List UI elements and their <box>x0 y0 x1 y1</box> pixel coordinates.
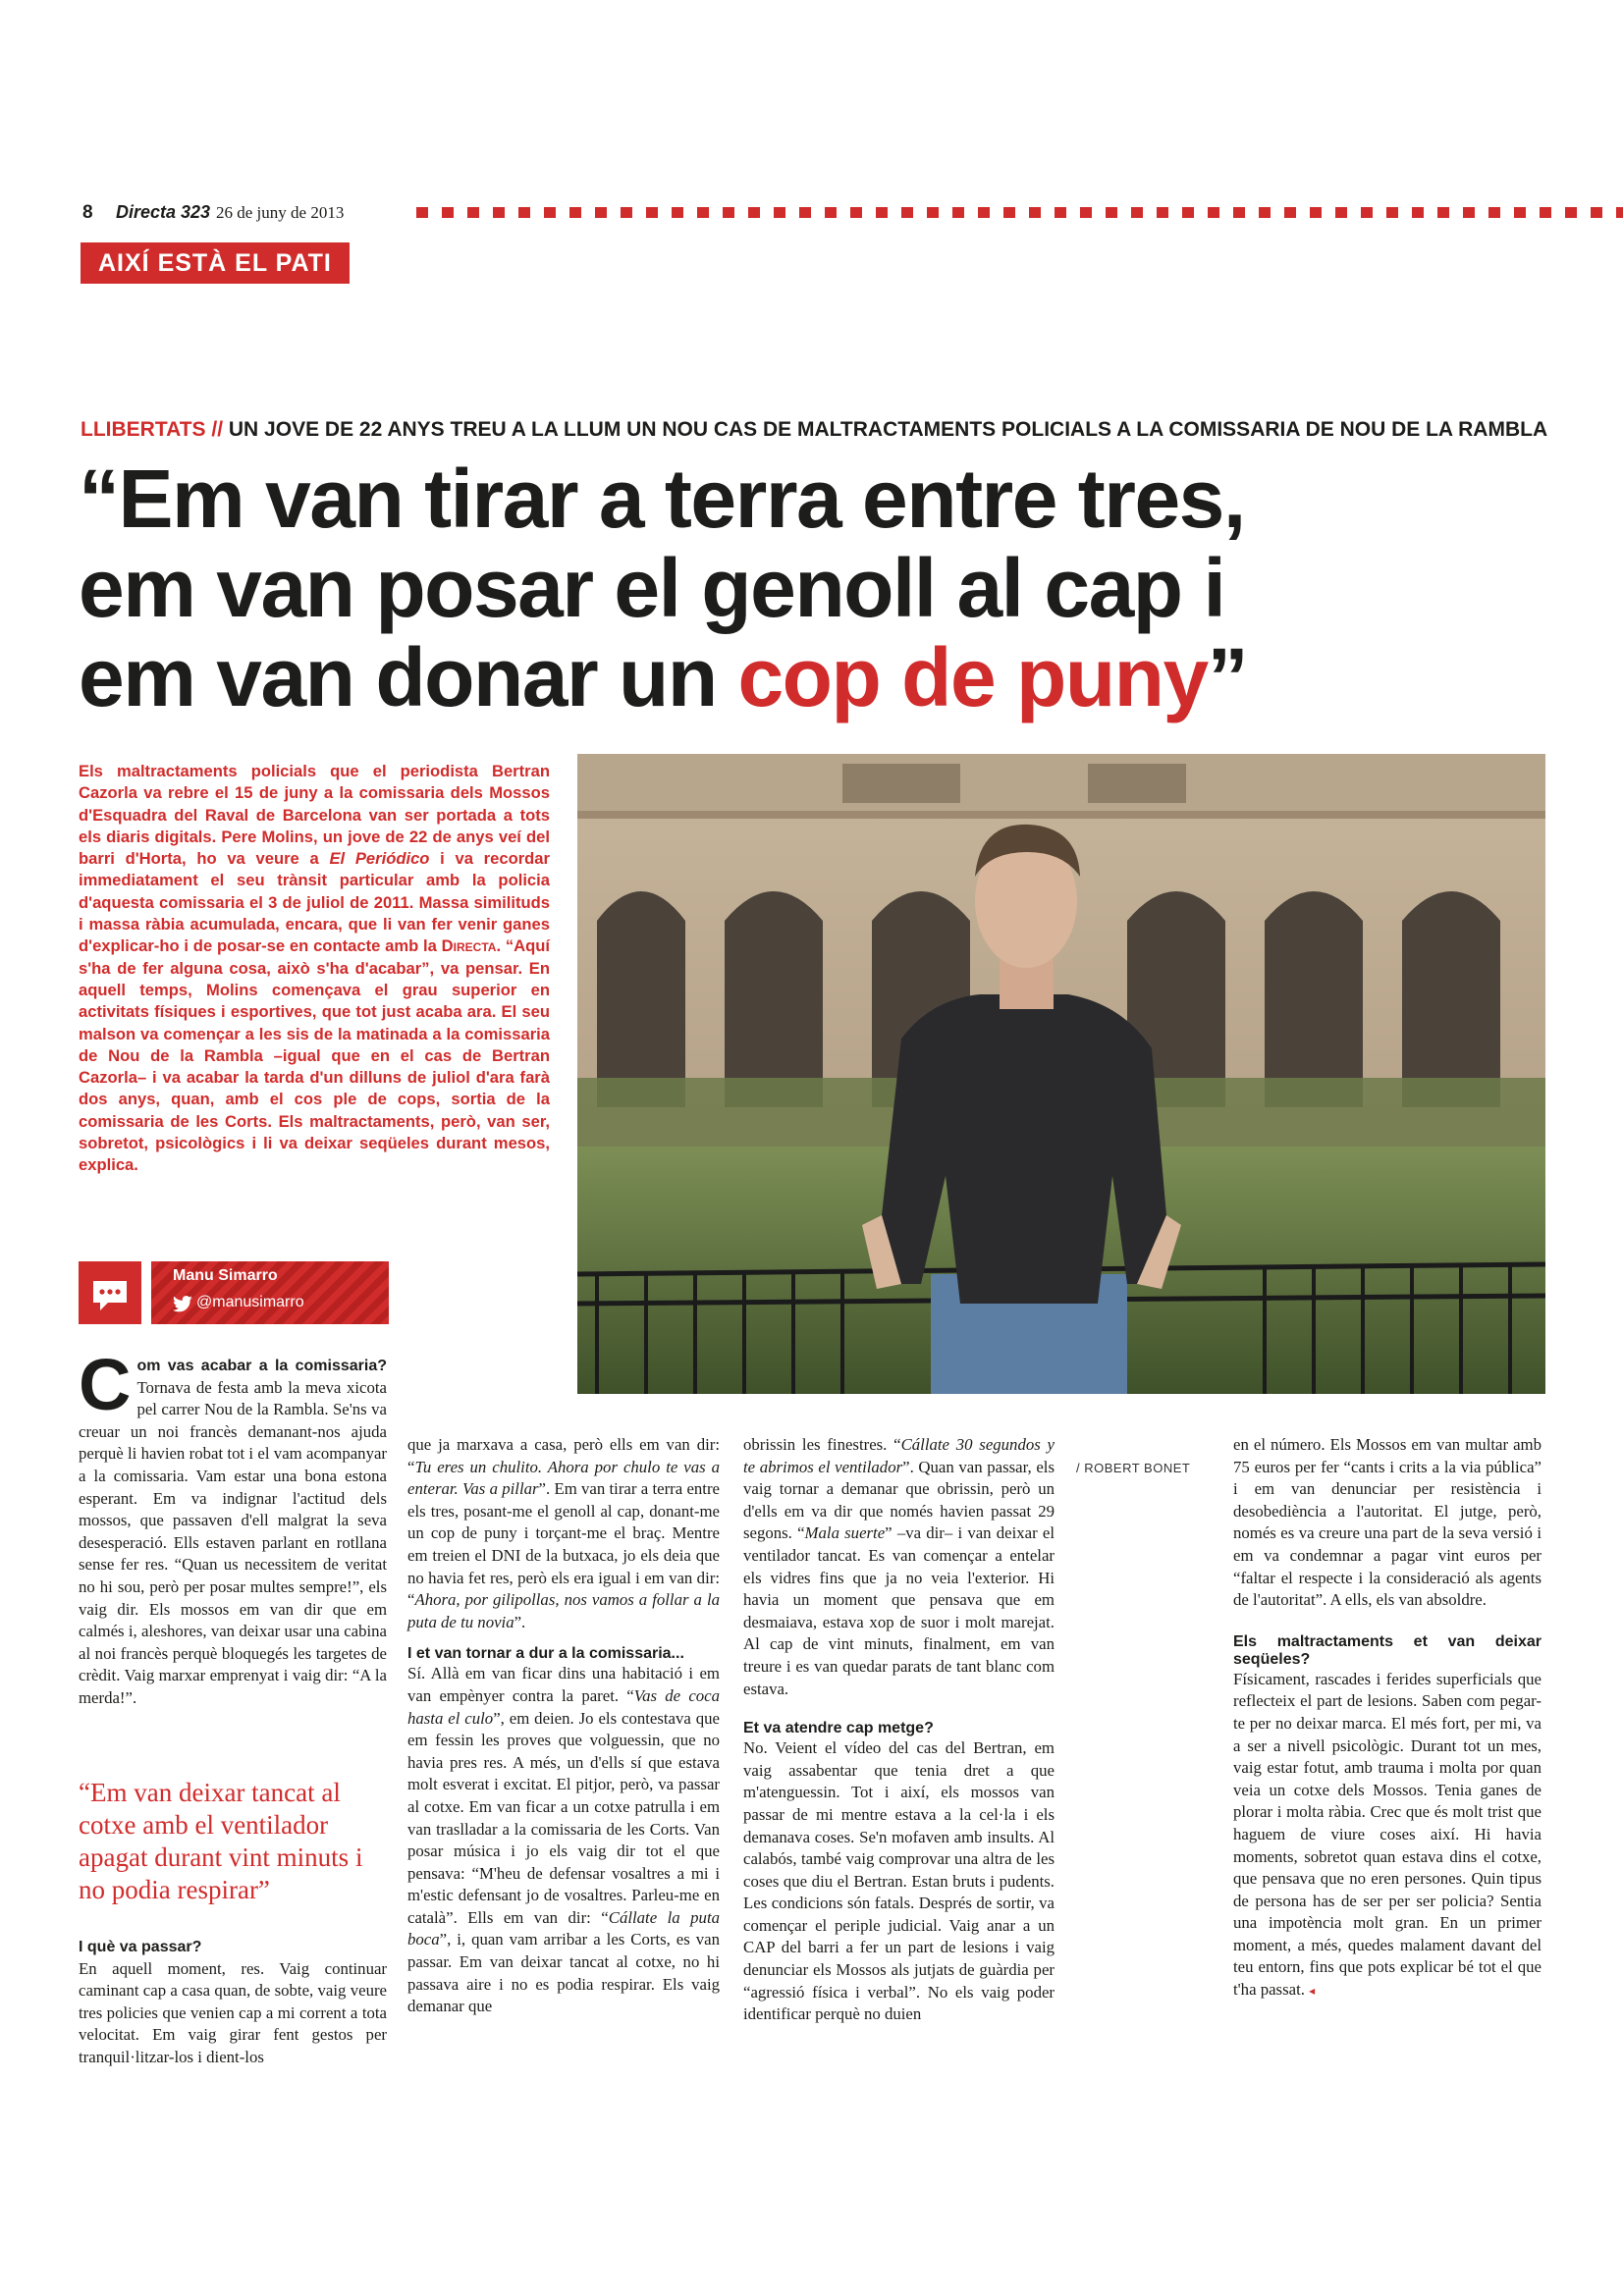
body-paragraph <box>79 1344 387 1710</box>
headline-closing-quote: ” <box>1207 631 1248 723</box>
quote-spanish: Cállate 30 segundos y te abrimos el ventilador <box>743 1435 1055 1476</box>
body-column-1 <box>79 1344 387 1710</box>
question: Els maltractaments et van deixar seqüeles? <box>1233 1632 1542 1668</box>
lead-paragraph <box>79 761 550 1177</box>
text-run: ”, i, quan vam arribar a les Corts, es van passar. Em van deixar tancat al cotxe, no hi passava aire i no es podia respirar. Els vaig demanar que <box>407 1930 720 2016</box>
text-run: Físicament, rascades i ferides superficials que reflecteix el part de lesions. Saben com pegar-te per no deixar marca. El més fort, per mi, va a ser a nivell psicològic. Durant tot un mes, vaig estar fotut, amb trauma i molta por quan veia un cotxe dels Mossos. Tenia ganes de plorar i molta ràbia. Crec que és molt trist que haguem de viure coses així. Hi havia moments, sobretot quan estava dins el cotxe, que pensava que no eren persones. Quin tipus de persona has de ser per ser policia? Sentia una impotència molt gran. En un primer moment, a més, quedes malament davant del teu entorn, fins que pots explicar bé tot el que t'ha passat. <box>1233 1669 1542 2000</box>
photo-illustration <box>577 754 1545 1394</box>
body-paragraph <box>743 1434 1055 1700</box>
page-number: 8 <box>82 202 93 223</box>
photo-credit: / ROBERT BONET <box>1076 1461 1191 1475</box>
body-column-1-bottom <box>79 1936 387 2069</box>
question: Et va atendre cap metge? <box>743 1720 934 1737</box>
headline <box>79 454 1610 722</box>
header-dotted-rule <box>416 207 1623 218</box>
twitter-icon <box>173 1296 192 1316</box>
kicker-category: LLIBERTATS // <box>81 418 224 441</box>
lead-part-3: . “Aquí s'ha de fer alguna cosa, això s'ha d'acabar”, va pensar. En aquell temps, Molins començava el grau superior en activitats físiques i esportives, que tot just acaba ara. El seu malson va començar a les sis de la matinada a la comissaria de Nou de la Rambla –igual que en el cas de Bertran Cazorla– i va acabar la tarda d'un dilluns de juliol d'ara farà dos anys, quan, amb el cos ple de cops, sortia de la comissaria de les Corts. Els maltractaments, però, van ser, sobretot, psicològics i li va deixar seqüeles durant mesos, explica. <box>79 936 551 1175</box>
pull-quote: “Em van deixar tancat al cotxe amb el ventilador apagat durant vint minuts i no podia respirar” <box>79 1778 363 1904</box>
quote-spanish: Cállate la puta boca <box>407 1907 721 1949</box>
section-label: AIXÍ ESTÀ EL PATI <box>81 242 350 284</box>
answer: En aquell moment, res. Vaig continuar caminant cap a casa quan, de sobte, vaig veure tres policies que venien cap a mi corrent a tota velocitat. Em vaig girar fent gestos per tranquil·litzar-los i dient-los <box>79 1958 387 2066</box>
text-run: ”. <box>514 1612 526 1631</box>
kicker-text: UN JOVE DE 22 ANYS TREU A LA LLUM UN NOU CAS DE MALTRACTAMENTS POLICIALS A LA COMISSARIA DE NOU DE LA RAMBLA <box>228 418 1548 441</box>
body-column-2 <box>407 1434 720 2018</box>
question: om vas acabar a la comissaria? <box>136 1358 387 1374</box>
quote-spanish: Vas de coca hasta el culo <box>407 1685 721 1728</box>
text-run: ”. Quan van passar, els vaig tornar a demanar que obrissin, però un d'ells em va dir que només havien passat 29 segons. “ <box>743 1457 1055 1543</box>
issue-date: 26 de juny de 2013 <box>216 203 345 222</box>
body-paragraph <box>407 1663 720 2018</box>
text-run: ”, em deien. Jo els contestava que em fessin les proves que volguessin, que no havia pres res. A més, un d'ells sí que estava molt esverat i excitat. El pitjor, però, va passar al cotxe. Em van ficar a un cotxe patrulla i em van traslladar a la comissaria de les Corts. Van posar música i jo els vaig dir tot el que pensava: “M'heu de defensar vosaltres a mi i m'estic defensant jo de vosaltres. Parleu-me en català”. Ells em van dir: “ <box>407 1708 720 1927</box>
lead-part-1: Els maltractaments policials que el periodista Bertran Cazorla va rebre el 15 de juny a la comissaria dels Mossos d'Esquadra del Raval de Barcelona van ser portada a tots els diaris digitals. Pere Molins, un jove de 22 de anys veí del barri d'Horta, ho va veure a <box>79 762 550 869</box>
drop-cap: C <box>79 1344 132 1425</box>
kicker <box>81 418 1547 442</box>
body-paragraph <box>407 1434 720 1633</box>
body-paragraph: en el número. Els Mossos em van multar amb 75 euros per fer “cants i crits a la via pública” i em van denunciar per resistència i desobediència a l'autoritat. El jutge, però, només es va creure una part de la seva versió i em va condemnar a pagar vint euros per “faltar el respecte i la consideració als agents de l'autoritat”. A ells, els van absoldre. <box>1233 1435 1542 1610</box>
author-handle: @manusimarro <box>196 1294 304 1310</box>
headline-line-3 <box>79 633 1610 722</box>
headline-highlight: cop de puny <box>737 631 1208 723</box>
comment-icon <box>79 1261 141 1324</box>
author-name: Manu Simarro <box>173 1267 278 1284</box>
body-column-3 <box>743 1434 1055 2026</box>
lead-directa-name: Directa <box>441 936 497 956</box>
text-run: que ja marxava a casa, però ells em van dir: “ <box>407 1435 720 1476</box>
portrait-photo <box>577 754 1545 1394</box>
headline-line-2: em van posar el genoll al cap i <box>79 542 1225 634</box>
lead-newspaper-name: El Periódico <box>329 849 430 869</box>
answer <box>1233 1669 1542 2002</box>
quote-spanish: Ahora, por gilipollas, nos vamos a follar a la puta de tu novia <box>407 1590 720 1631</box>
text-run: Sí. Allà em van ficar dins una habitació i em van empènyer contra la paret. “ <box>407 1664 720 1705</box>
headline-line-1: “Em van tirar a terra entre tres, <box>79 453 1245 545</box>
answer: No. Veient el vídeo del cas del Bertran, em vaig assabentar que tenia dret a que m'atenguessin. Tot i així, els mossos van passar de mi mentre estava a la cel·la i els demanava coses. Se'n mofaven amb insults. Al calabós, també vaig comprovar una altra de les coses que diu el Bertran. Estan bruts i pudents. Les condicions són fatals. Després de sortir, va començar el periple judicial. Vaig anar a un CAP del barri a fer un part de lesions i vaig denunciar els Mossos als jutjats de guàrdia per “agressió física i verbal”. No els vaig poder identificar perquè no duien <box>743 1738 1055 2024</box>
question: I què va passar? <box>79 1939 202 1955</box>
body-column-4 <box>1233 1434 1542 2002</box>
answer: Tornava de festa amb la meva xicota pel carrer Nou de la Rambla. Se'ns va creuar un noi francès demanant-nos ajuda perquè li havien robat tot i el vam acompanyar a la comissaria. Vam estar una bona estona esperant. Em va indignar l'actitud dels mossos, que passaven d'ell malgrat la seva desesperació. Ells estaven parlant en rotllana sense fer res. “Quan us necessitem de veritat no hi sou, però per posar multes sempre!”, els vaig dir. Els mossos em van dir que em calmés i, aleshores, van deixar usar una cabina al noi francès perquè bloquegés les targetes de crèdit. Vaig marxar emprenyat i vaig dir: “A la merda!”. <box>79 1377 387 1707</box>
question: I et van tornar a dur a la comissaria... <box>407 1645 684 1663</box>
text-run: obrissin les finestres. “ <box>743 1435 901 1454</box>
text-run: ” –va dir– i van deixar el ventilador tancat. Es van començar a entelar els vidres fins que ja no veia l'exterior. Hi havia un moment que pensava que em desmaiava, estava xop de suor i molt marejat. Al cap de vint minuts, finalment, em van treure i es van quedar parats de tant blanc com estava. <box>743 1523 1055 1698</box>
text-run: ”. Em van tirar a terra entre els tres, posant-me el genoll al cap, donant-me un cop de puny i torçant-me el braç. Mentre em treien el DNI de la butxaca, jo els deia que no havia fet res, però els era igual i em van dir: “ <box>407 1479 720 1610</box>
end-mark-icon: ◂ <box>1309 1984 1316 1999</box>
quote-spanish: Mala suerte <box>804 1523 886 1543</box>
headline-line-3-start: em van donar un <box>79 631 738 723</box>
publication-name: Directa 323 <box>116 202 211 222</box>
quote-spanish: Tu eres un chulito. Ahora por chulo te vas a enterar. Vas a pillar <box>407 1457 720 1499</box>
lead-part-2: i va recordar immediatament el seu trànsit particular amb la policia d'aquesta comissaria el 3 de juliol de 2011. Massa similituds i massa ràbia acumulada, encara, que li van fer venir ganes d'explicar-ho i de posar-se en contacte amb la <box>79 849 550 956</box>
